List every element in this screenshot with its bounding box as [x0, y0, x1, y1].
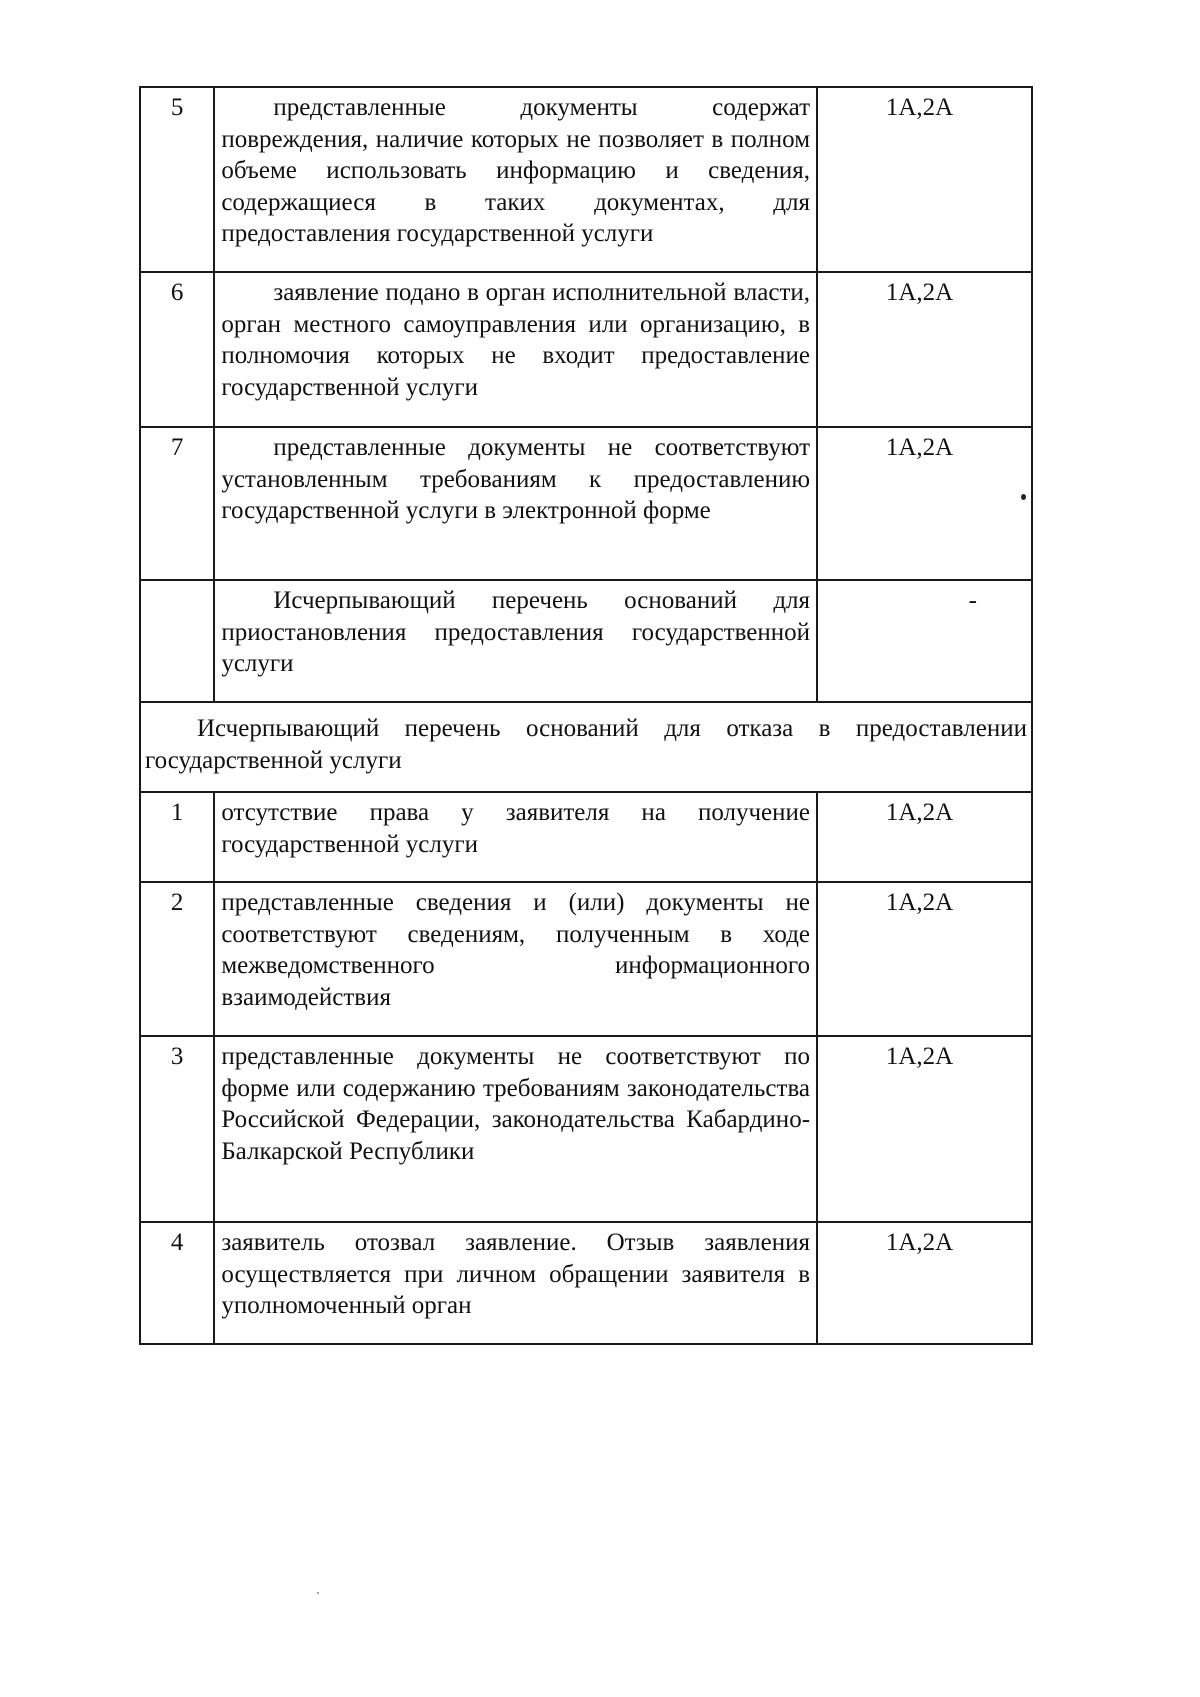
table-row — [140, 882, 1032, 1036]
table-row — [140, 1222, 1032, 1344]
section-header-row — [140, 702, 1032, 792]
row-number: 1 — [140, 792, 214, 882]
row-number: 2 — [140, 882, 214, 1036]
grounds-table — [139, 86, 1033, 1345]
row-number: 6 — [140, 272, 214, 427]
row-code: 1А,2А — [817, 882, 1032, 1036]
row-number — [140, 580, 214, 702]
row-code: 1А,2А — [817, 1036, 1032, 1222]
row-code: 1А,2А — [817, 1222, 1032, 1344]
row-code: 1А,2А — [817, 427, 1032, 580]
row-number: 5 — [140, 87, 214, 272]
table-row — [140, 1036, 1032, 1222]
row-text: Исчерпывающий перечень оснований для приостановления предоставления государственной услуги — [214, 580, 817, 702]
row-number: 4 — [140, 1222, 214, 1344]
row-code: 1А,2А — [817, 87, 1032, 272]
row-text: представленные документы не соответствуют установленным требованиям к предоставлению государственной услуги в электронной форме — [214, 427, 817, 580]
row-text: представленные документы не соответствуют по форме или содержанию требованиям законодательства Российской Федерации, законодательства Кабардино-Балкарской Республики — [214, 1036, 817, 1222]
row-number: 3 — [140, 1036, 214, 1222]
table-row — [140, 580, 1032, 702]
row-code: - — [817, 580, 1032, 702]
row-text: представленные документы содержат повреждения, наличие которых не позволяет в полном объеме использовать информацию и сведения, содержащиеся в таких документах, для предоставления государственной услуги — [214, 87, 817, 272]
row-text: заявитель отозвал заявление. Отзыв заявления осуществляется при личном обращении заявителя в уполномоченный орган — [214, 1222, 817, 1344]
row-number: 7 — [140, 427, 214, 580]
row-text: представленные сведения и (или) документы не соответствуют сведениям, полученным в ходе межведомственного информационного взаимодействия — [214, 882, 817, 1036]
scan-speck — [317, 1592, 319, 1594]
row-code: 1А,2А — [817, 272, 1032, 427]
table-row — [140, 87, 1032, 272]
row-text: отсутствие права у заявителя на получение государственной услуги — [214, 792, 817, 882]
row-code: 1А,2А — [817, 792, 1032, 882]
section-header: Исчерпывающий перечень оснований для отказа в предоставлении государственной услуги — [140, 702, 1032, 792]
table-row — [140, 792, 1032, 882]
scan-speck — [1021, 494, 1026, 500]
table-row — [140, 427, 1032, 580]
table-row — [140, 272, 1032, 427]
row-text: заявление подано в орган исполнительной власти, орган местного самоуправления или организацию, в полномочия которых не входит предоставление государственной услуги — [214, 272, 817, 427]
